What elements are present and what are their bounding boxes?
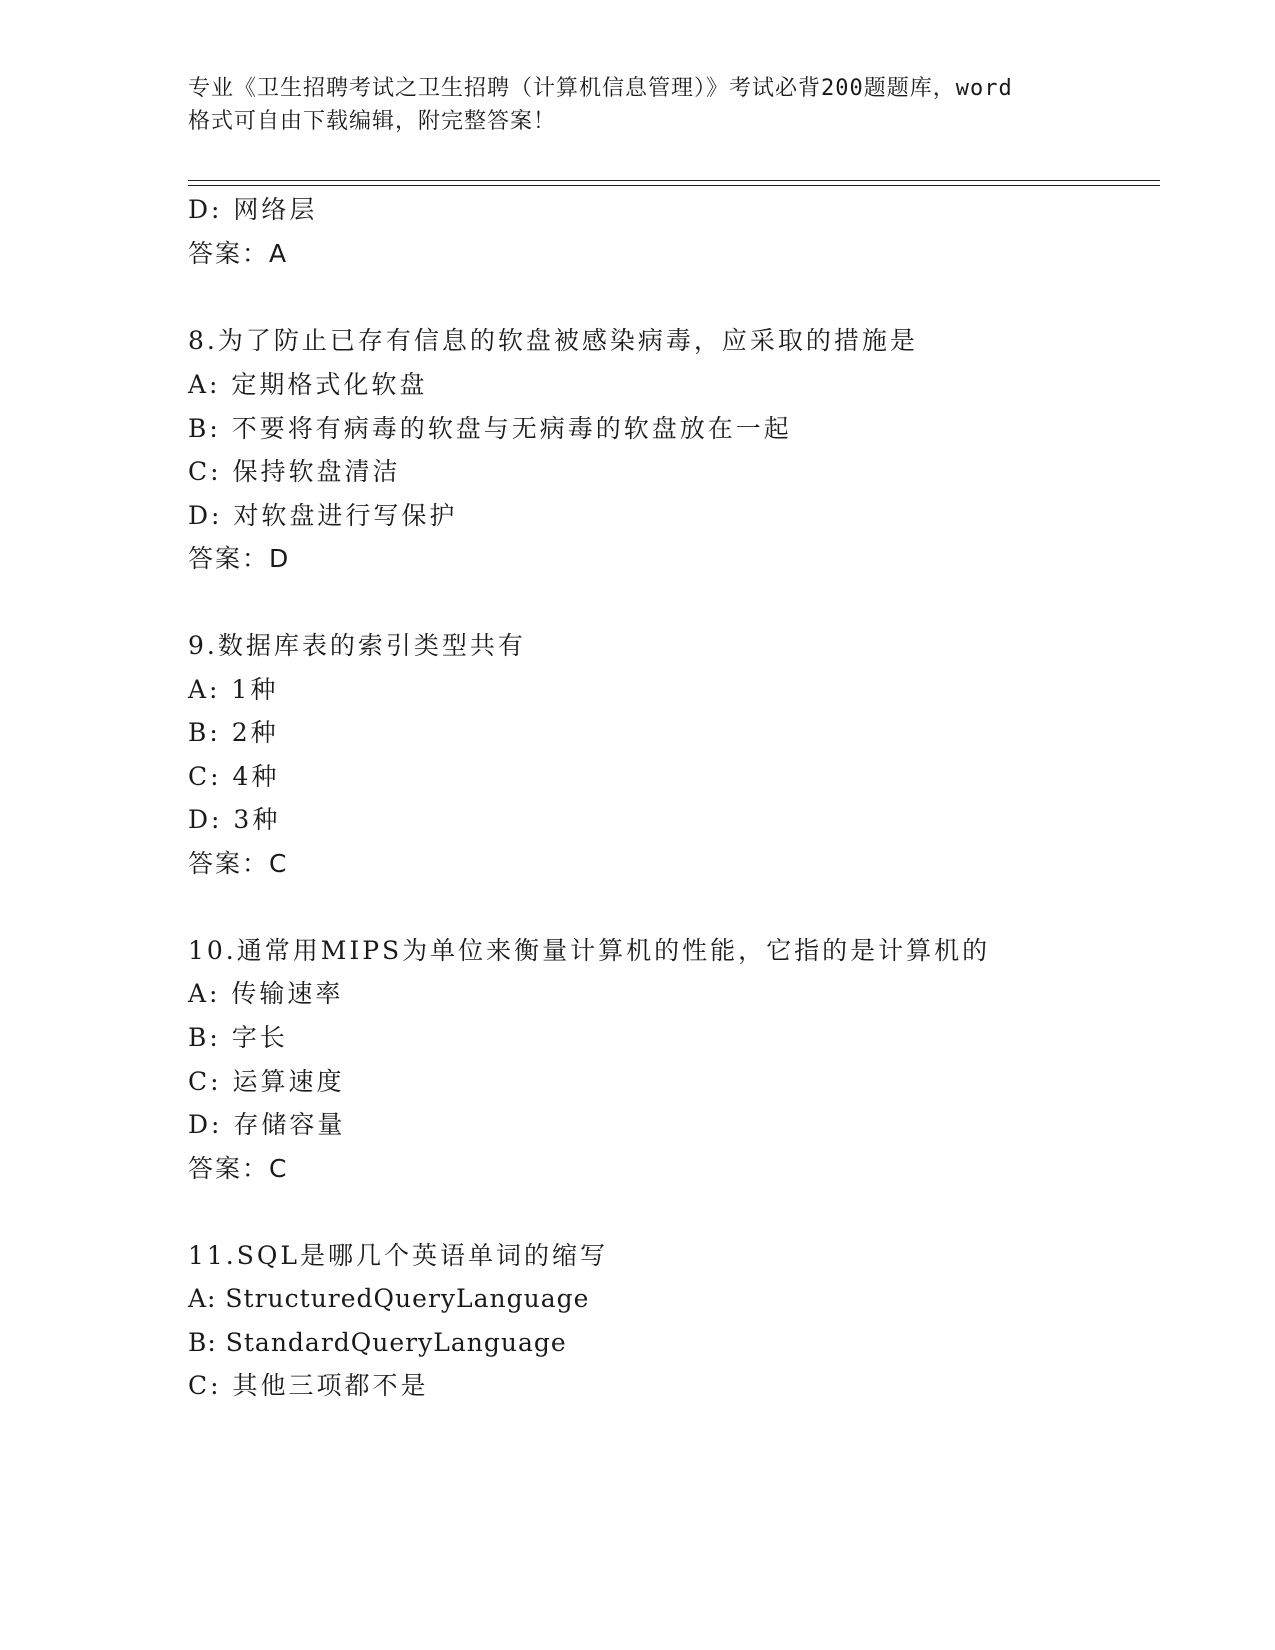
q9-option-a: A: 1种: [188, 675, 279, 704]
q9-option-d: D: 3种: [188, 805, 281, 834]
q8-option-c: C: 保持软盘清洁: [188, 457, 401, 486]
q11-question: 11.SQL是哪几个英语单词的缩写: [188, 1241, 608, 1270]
q7-option-d: D: 网络层: [188, 195, 318, 224]
document-header: [188, 72, 1088, 138]
q10-question: 10.通常用MIPS为单位来衡量计算机的性能，它指的是计算机的: [188, 936, 991, 965]
q9-answer: 答案：C: [188, 849, 289, 878]
q8-option-a: A: 定期格式化软盘: [188, 370, 428, 399]
q10-answer: 答案：C: [188, 1154, 289, 1183]
header-divider-bottom: [188, 185, 1160, 186]
q10-option-c: C: 运算速度: [188, 1067, 345, 1096]
q8-answer: 答案：D: [188, 544, 291, 573]
q11-option-c: C: 其他三项都不是: [188, 1371, 429, 1400]
q10-option-d: D: 存储容量: [188, 1110, 346, 1139]
q9-question: 9.数据库表的索引类型共有: [188, 631, 526, 660]
q8-option-b: B: 不要将有病毒的软盘与无病毒的软盘放在一起: [188, 414, 792, 443]
header-line-2: 格式可自由下载编辑，附完整答案！: [188, 109, 557, 134]
header-line-1: 专业《卫生招聘考试之卫生招聘（计算机信息管理）》考试必背200题题库，word: [188, 76, 1013, 101]
q9-option-b: B: 2种: [188, 718, 279, 747]
header-divider-top: [188, 180, 1160, 181]
q8-question: 8.为了防止已存有信息的软盘被感染病毒，应采取的措施是: [188, 326, 918, 355]
q11-option-a: A: StructuredQueryLanguage: [188, 1284, 590, 1313]
q9-option-c: C: 4种: [188, 762, 280, 791]
q10-option-a: A: 传输速率: [188, 979, 344, 1008]
q7-answer: 答案：A: [188, 239, 289, 268]
q11-option-b: B: StandardQueryLanguage: [188, 1328, 567, 1357]
q10-option-b: B: 字长: [188, 1023, 288, 1052]
q8-option-d: D: 对软盘进行写保护: [188, 501, 458, 530]
